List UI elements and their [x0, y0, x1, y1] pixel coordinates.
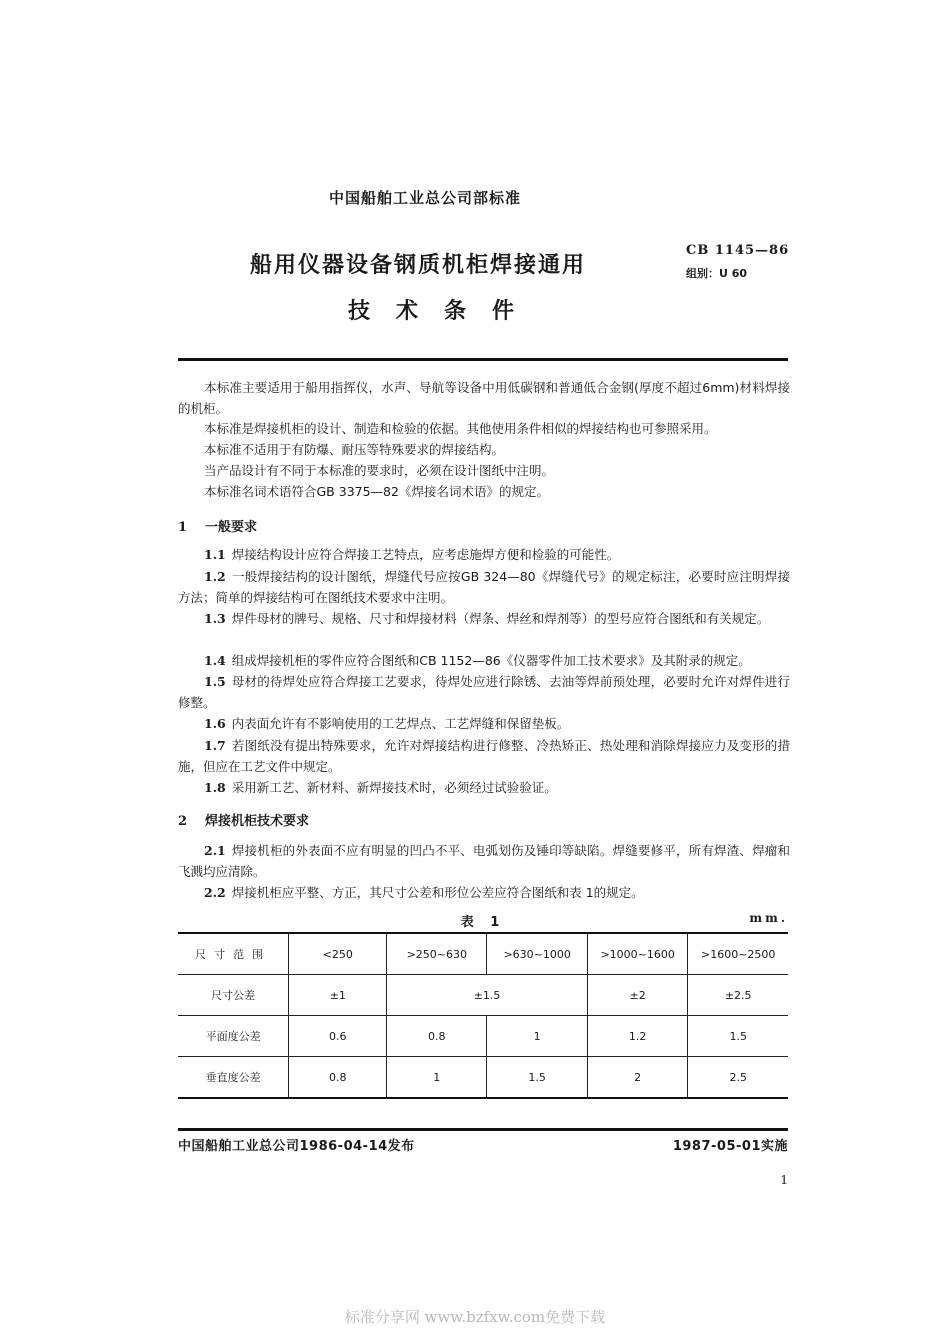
intro-paragraph: 本标准不适用于有防爆、耐压等特殊要求的焊接结构。 — [204, 442, 505, 457]
table-row — [178, 975, 788, 1016]
table-header-cell: >1000~1600 — [587, 933, 688, 975]
table-caption: 表 1 — [460, 915, 506, 930]
table-cell: 0.6 — [289, 1016, 387, 1057]
document-title-line2: 技术条件 — [348, 299, 541, 324]
page-number: 1 — [780, 1173, 788, 1187]
effective-date: 1987-05-01实施 — [672, 1139, 788, 1154]
document-title-line1: 船用仪器设备钢质机柜焊接通用 — [250, 253, 587, 278]
table-cell: 1.2 — [587, 1016, 688, 1057]
table-cell: 1.5 — [487, 1057, 587, 1099]
intro-paragraph: 本标准是焊接机柜的设计、制造和检验的依据。其他使用条件相似的焊接结构也可参照采用。 — [204, 421, 717, 436]
table-header-row — [178, 933, 788, 975]
table-cell: ±1.5 — [387, 975, 588, 1016]
table-cell: ±2.5 — [688, 975, 788, 1016]
row-label: 平面度公差 — [178, 1016, 289, 1057]
section-heading: 2 焊接机柜技术要求 — [178, 814, 310, 829]
section-heading: 1 一般要求 — [178, 520, 258, 535]
header-divider — [178, 358, 788, 361]
clause: 1.8 采用新工艺、新材料、新焊接技术时，必须经过试验验证。 — [204, 780, 557, 795]
intro-paragraph: 本标准主要适用于船用指挥仪，水声、导航等设备中用低碳钢和普通低合金钢(厚度不超过6mm)材料焊接的机柜。 — [178, 380, 790, 416]
clause: 1.5 母材的待焊处应符合焊接工艺要求，待焊处应进行除锈、去油等焊前预处理，必要时允许对焊件进行修整。 — [178, 674, 790, 710]
table-cell: ±1 — [289, 975, 387, 1016]
tolerance-table — [178, 932, 788, 1099]
clause: 1.4 组成焊接机柜的零件应符合图纸和CB 1152—86《仪器零件加工技术要求》及其附录的规定。 — [204, 653, 751, 668]
category-code: 组别：U 60 — [686, 267, 748, 280]
table-header-cell: >250~630 — [387, 933, 487, 975]
table-cell: 2.5 — [688, 1057, 788, 1099]
clause: 1.7 若图纸没有提出特殊要求，允许对焊接结构进行修整、冷热矫正、热处理和消除焊接应力及变形的措施，但应在工艺文件中规定。 — [178, 738, 790, 774]
issue-date: 中国船舶工业总公司1986-04-14发布 — [178, 1139, 415, 1154]
table-header-cell: >1600~2500 — [688, 933, 788, 975]
table-unit: mm. — [749, 911, 788, 925]
table-header-cell: 尺寸范围 — [178, 933, 289, 975]
row-label: 垂直度公差 — [178, 1057, 289, 1099]
clause: 1.1 焊接结构设计应符合焊接工艺特点，应考虑施焊方便和检验的可能性。 — [204, 547, 620, 562]
clause: 2.1 焊接机柜的外表面不应有明显的凹凸不平、电弧划伤及锤印等缺陷。焊缝要修平，所有焊渣、焊瘤和飞溅均应清除。 — [178, 843, 790, 879]
table-header-cell: <250 — [289, 933, 387, 975]
table-caption-row — [178, 911, 788, 931]
table-cell: ±2 — [587, 975, 688, 1016]
row-label: 尺寸公差 — [178, 975, 289, 1016]
standard-code: CB 1145—86 — [686, 243, 790, 258]
table-cell: 0.8 — [387, 1016, 487, 1057]
table-cell: 0.8 — [289, 1057, 387, 1099]
table-cell: 1 — [487, 1016, 587, 1057]
site-watermark: 标准分享网 www.bzfxw.com免费下载 — [344, 1308, 606, 1326]
table-row — [178, 1057, 788, 1099]
table-cell: 1 — [387, 1057, 487, 1099]
issuing-organization: 中国船舶工业总公司部标准 — [328, 189, 521, 207]
clause: 1.6 内表面允许有不影响使用的工艺焊点、工艺焊缝和保留垫板。 — [204, 716, 570, 731]
table-header-cell: >630~1000 — [487, 933, 587, 975]
intro-paragraph: 本标准名词术语符合GB 3375—82《焊接名词术语》的规定。 — [204, 484, 549, 499]
clause: 1.3 焊件母材的牌号、规格、尺寸和焊接材料（焊条、焊丝和焊剂等）的型号应符合图纸和有关规定。 — [204, 611, 770, 626]
table-cell: 2 — [587, 1057, 688, 1099]
intro-paragraph: 当产品设计有不同于本标准的要求时，必须在设计图纸中注明。 — [204, 463, 555, 478]
table-cell: 1.5 — [688, 1016, 788, 1057]
clause: 1.2 一般焊接结构的设计图纸，焊缝代号应按GB 324—80《焊缝代号》的规定标注，必要时应注明焊接方法；简单的焊接结构可在图纸技术要求中注明。 — [178, 569, 790, 605]
clause: 2.2 焊接机柜应平整、方正，其尺寸公差和形位公差应符合图纸和表 1的规定。 — [204, 885, 644, 900]
table-row — [178, 1016, 788, 1057]
footer-divider — [178, 1128, 788, 1131]
